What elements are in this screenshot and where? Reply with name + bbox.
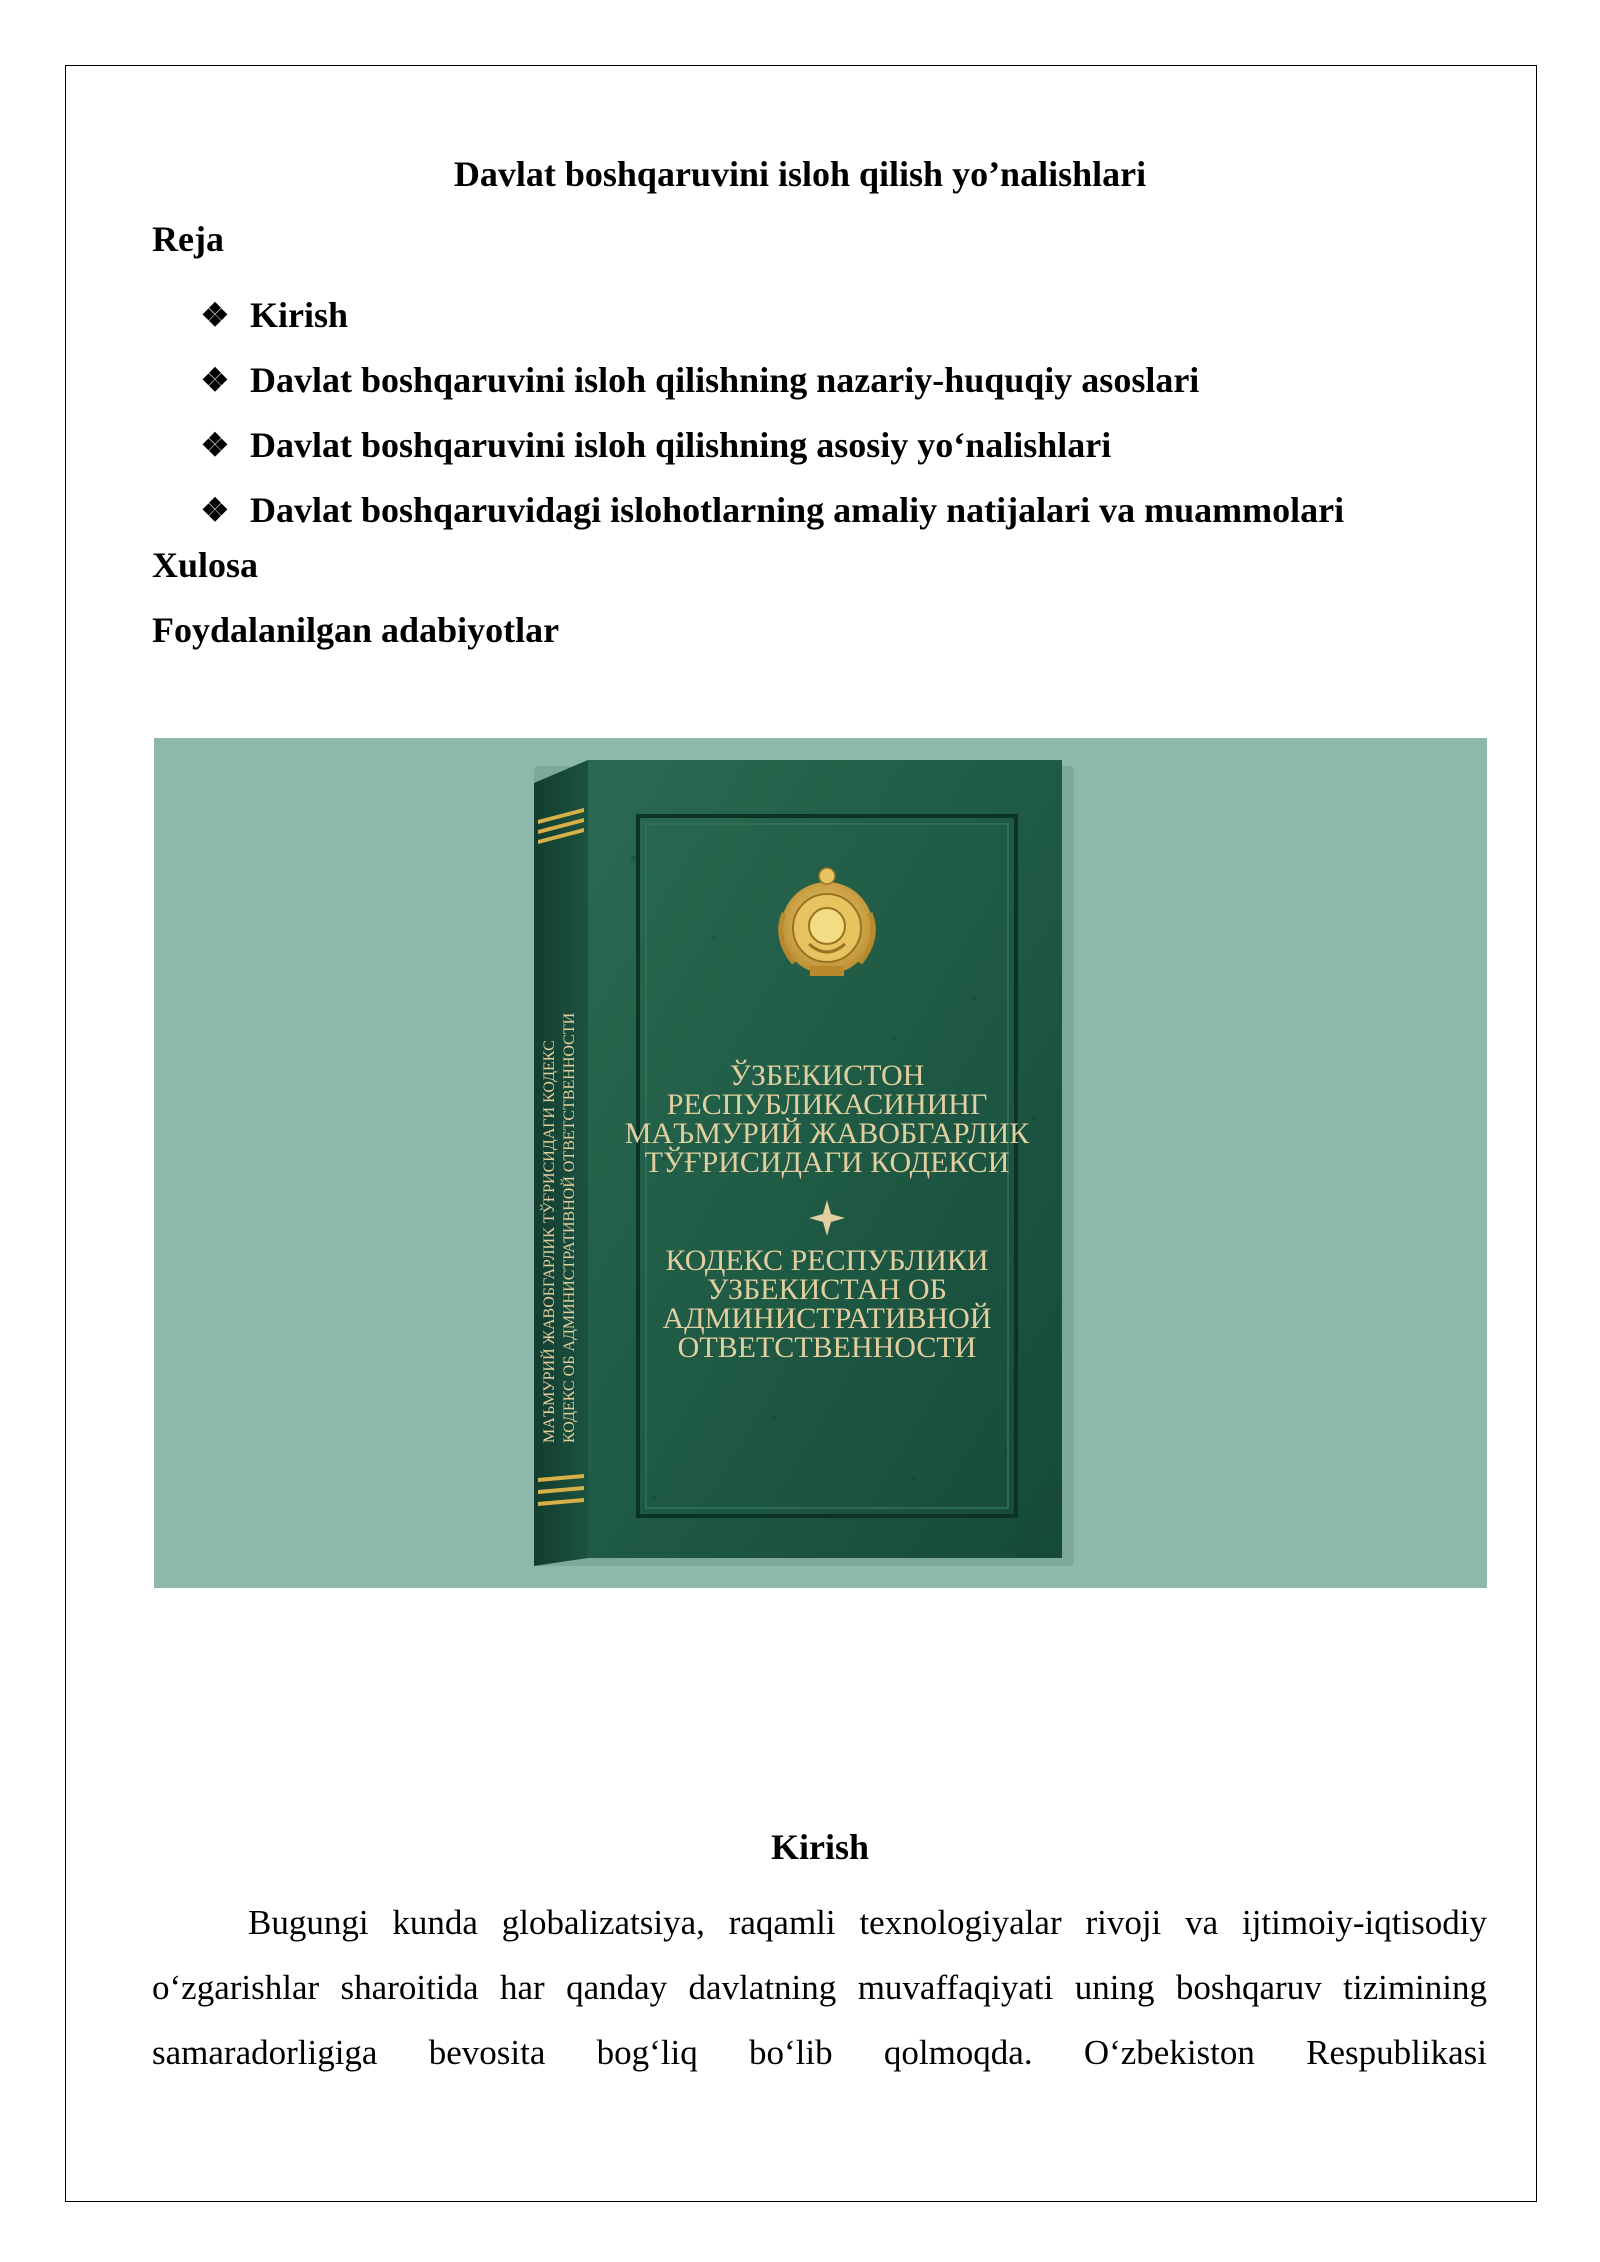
plan-heading: Reja [152, 219, 224, 259]
paragraph-line: o‘zgarishlar sharoitida har qanday davlatning muvaffaqiyati uning boshqaruv tizimining [152, 1968, 1487, 2007]
cover-title-uz-1: ЎЗБЕКИСТОН [729, 1059, 925, 1092]
plan-item-text: Davlat boshqaruvini isloh qilishning asosiy yo‘nalishlari [250, 424, 1112, 465]
document-title: Davlat boshqaruvini isloh qilish yo’nalishlari [453, 154, 1147, 194]
cover-title-ru-4: ОТВЕТСТВЕННОСТИ [677, 1331, 977, 1364]
conclusion-heading: Xulosa [152, 545, 259, 585]
diamond-bullet-icon: ❖ [200, 491, 230, 528]
intro-paragraph [152, 1890, 1487, 2085]
references-heading: Foydalanilgan adabiyotlar [152, 610, 560, 650]
book-cover-image [154, 738, 1487, 1588]
cover-title-ru-1: КОДЕКС РЕСПУБЛИКИ [665, 1244, 989, 1277]
plan-item [200, 282, 1344, 347]
plan-item-text: Davlat boshqaruvini isloh qilishning nazariy-huquqiy asoslari [250, 359, 1200, 400]
paragraph-line: samaradorligiga bevosita bog‘liq bo‘lib qolmoqda. O‘zbekiston Respublikasi [152, 2033, 1487, 2072]
plan-list [200, 282, 1344, 542]
cover-title-uz-3: МАЪМУРИЙ ЖАВОБГАРЛИК [624, 1117, 1030, 1150]
cover-title-ru-3: АДМИНИСТРАТИВНОЙ [662, 1302, 992, 1335]
plan-item [200, 477, 1344, 542]
plan-item [200, 412, 1344, 477]
cover-title-ru-2: УЗБЕКИСТАН ОБ [707, 1273, 947, 1306]
diamond-bullet-icon: ❖ [200, 296, 230, 333]
spine-text-2: КОДЕКС ОБ АДМИНИСТРАТИВНОЙ ОТВЕТСТВЕННОСТИ [561, 1012, 578, 1443]
cover-title-uz-4: ТЎҒРИСИДАГИ КОДЕКСИ [644, 1146, 1010, 1179]
plan-item-text: Davlat boshqaruvidagi islohotlarning amaliy natijalari va muammolari [250, 489, 1345, 530]
cover-title-uz-2: РЕСПУБЛИКАСИНИНГ [666, 1088, 988, 1121]
spine-text-1: МАЪМУРИЙ ЖАВОБГАРЛИК ТЎҒРИСИДАГИ КОДЕКС [541, 1040, 558, 1443]
diamond-bullet-icon: ❖ [200, 426, 230, 463]
plan-item [200, 347, 1344, 412]
section-heading: Kirish [770, 1827, 869, 1867]
plan-item-text: Kirish [250, 294, 349, 335]
diamond-bullet-icon: ❖ [200, 361, 230, 398]
paragraph-line: Bugungi kunda globalizatsiya, raqamli texnologiyalar rivoji va ijtimoiy-iqtisodiy [248, 1903, 1487, 1942]
